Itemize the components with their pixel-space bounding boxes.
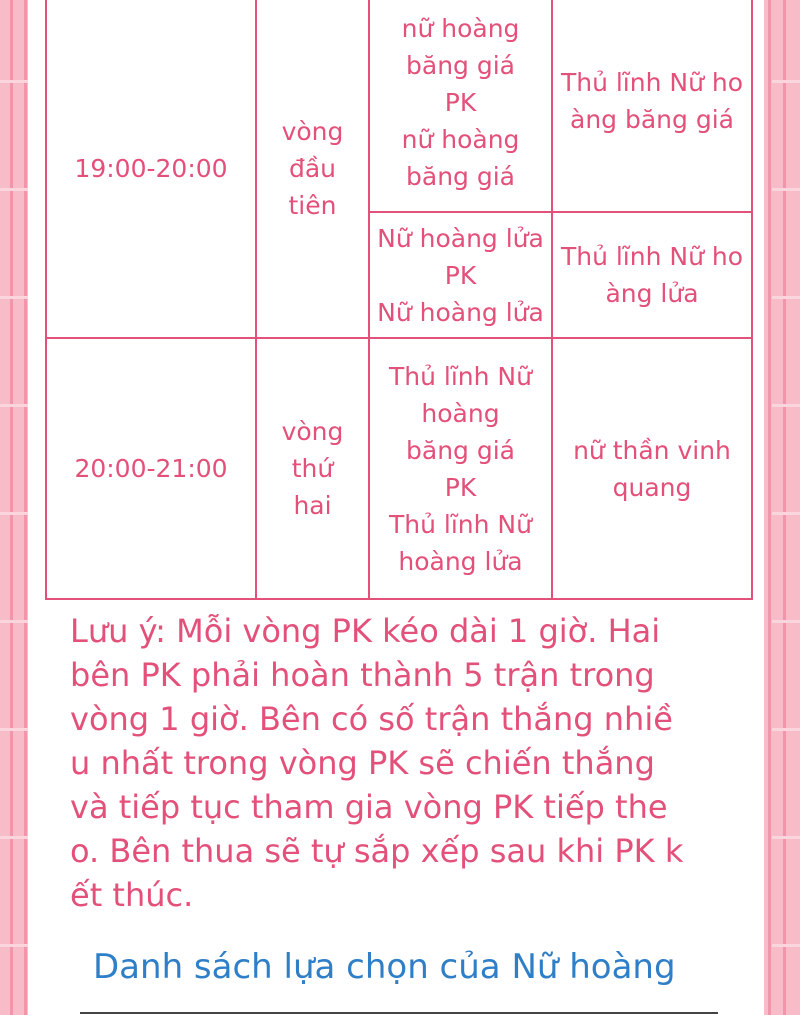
match-cell: Nữ hoàng lửa PK Nữ hoàng lửa <box>369 212 552 338</box>
decor-tick <box>772 512 800 515</box>
decor-tick <box>772 296 800 299</box>
decor-tick <box>0 80 28 83</box>
time-cell: 20:00-21:00 <box>46 338 256 599</box>
schedule-table <box>45 0 753 600</box>
note-paragraph: Lưu ý: Mỗi vòng PK kéo dài 1 giờ. Hai bên PK phải hoàn thành 5 trận trong vòng 1 giờ. Bên có số trận thắng nhiề u nhất trong vòng PK sẽ chiến thắng và tiếp tục tham gia vòng PK tiếp the o. Bên thua sẽ tự sắp xếp sau khi PK k ết thúc. <box>70 612 684 914</box>
decor-tick <box>772 944 800 947</box>
left-border-line <box>24 0 27 1015</box>
match-cell: Thủ lĩnh Nữ hoàng băng giá PK Thủ lĩnh Nữ hoàng lửa <box>369 338 552 599</box>
round-cell: vòng đầu tiên <box>256 0 369 338</box>
decor-tick <box>0 188 28 191</box>
left-border-line <box>10 0 13 1015</box>
table-row <box>46 338 752 599</box>
round-cell: vòng thứ hai <box>256 338 369 599</box>
right-border-line <box>783 0 786 1015</box>
right-border-line <box>768 0 771 1015</box>
decor-tick <box>772 836 800 839</box>
decor-tick <box>772 188 800 191</box>
decor-tick <box>0 404 28 407</box>
decor-tick <box>0 620 28 623</box>
decor-tick <box>772 728 800 731</box>
table-row <box>46 0 752 212</box>
table-top-rule <box>80 1012 718 1014</box>
decor-tick <box>0 296 28 299</box>
decor-tick <box>0 512 28 515</box>
winner-cell: Thủ lĩnh Nữ ho àng lửa <box>552 212 752 338</box>
match-cell: nữ hoàng băng giá PK nữ hoàng băng giá <box>369 0 552 212</box>
winner-cell: Thủ lĩnh Nữ ho àng băng giá <box>552 0 752 212</box>
decor-tick <box>772 404 800 407</box>
time-cell: 19:00-20:00 <box>46 0 256 338</box>
winner-cell: nữ thần vinh quang <box>552 338 752 599</box>
decor-tick <box>772 620 800 623</box>
decor-tick <box>772 80 800 83</box>
decor-tick <box>0 836 28 839</box>
decor-tick <box>0 944 28 947</box>
section-heading: Danh sách lựa chọn của Nữ hoàng <box>93 947 676 987</box>
decor-tick <box>0 728 28 731</box>
